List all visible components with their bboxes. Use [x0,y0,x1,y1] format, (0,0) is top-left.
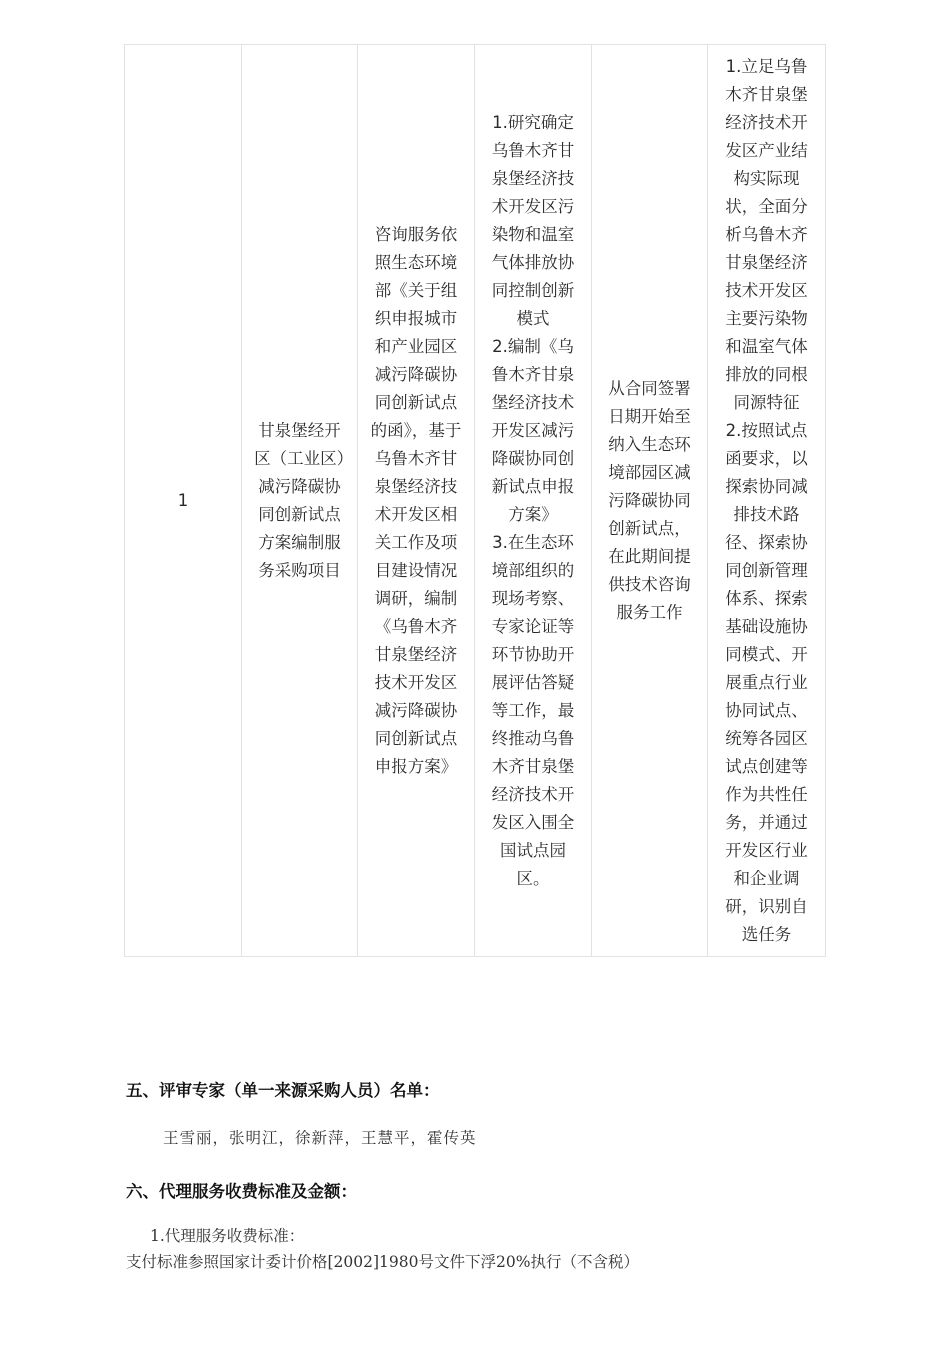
table-row [125,45,826,957]
service-period-cell: 从合同签署日期开始至纳入生态环境部园区减污降碳协同创新试点，在此期间提供技术咨询服务工作 [592,45,708,957]
service-content-cell: 1.研究确定乌鲁木齐甘泉堡经济技术开发区污染物和温室气体排放协同控制创新模式 2.编制《乌鲁木齐甘泉堡经济技术开发区减污降碳协同创新试点申报方案》 3.在生态环境部组织的现场考察、专家论证等环节协助开展评估答疑等工作，最终推动乌鲁木齐甘泉堡经济技术开发区入围全国试点园区。 [475,45,592,957]
project-table [124,44,826,957]
row-index-cell: 1 [125,45,242,957]
fee-standard-text: 支付标准参照国家计委计价格[2002]1980号文件下浮20%执行（不含税） [126,1253,639,1271]
service-requirements-cell: 1.立足乌鲁木齐甘泉堡经济技术开发区产业结构实际现状，全面分析乌鲁木齐甘泉堡经济技术开发区主要污染物和温室气体排放的同根同源特征 2.按照试点函要求，以探索协同减排技术路径、探索协同创新管理体系、探索基础设施协同模式、开展重点行业协同试点、统筹各园区试点创建等作为共性任务，并通过开发区行业和企业调研，识别自选任务 [708,45,826,957]
expert-name-list: 王雪丽，张明江，徐新萍，王慧平，霍传英 [163,1129,477,1147]
section-5-heading: 五、评审专家（单一来源采购人员）名单： [126,1081,440,1100]
fee-standard-label: 1.代理服务收费标准： [150,1227,305,1245]
project-name-cell: 甘泉堡经开区（工业区）减污降碳协同创新试点方案编制服务采购项目 [242,45,358,957]
section-6-heading: 六、代理服务收费标准及金额： [126,1182,357,1201]
service-basis-cell: 咨询服务依照生态环境部《关于组织申报城市和产业园区减污降碳协同创新试点的函》，基于乌鲁木齐甘泉堡经济技术开发区相关工作及项目建设情况调研，编制《乌鲁木齐甘泉堡经济技术开发区减污降碳协同创新试点申报方案》 [358,45,475,957]
